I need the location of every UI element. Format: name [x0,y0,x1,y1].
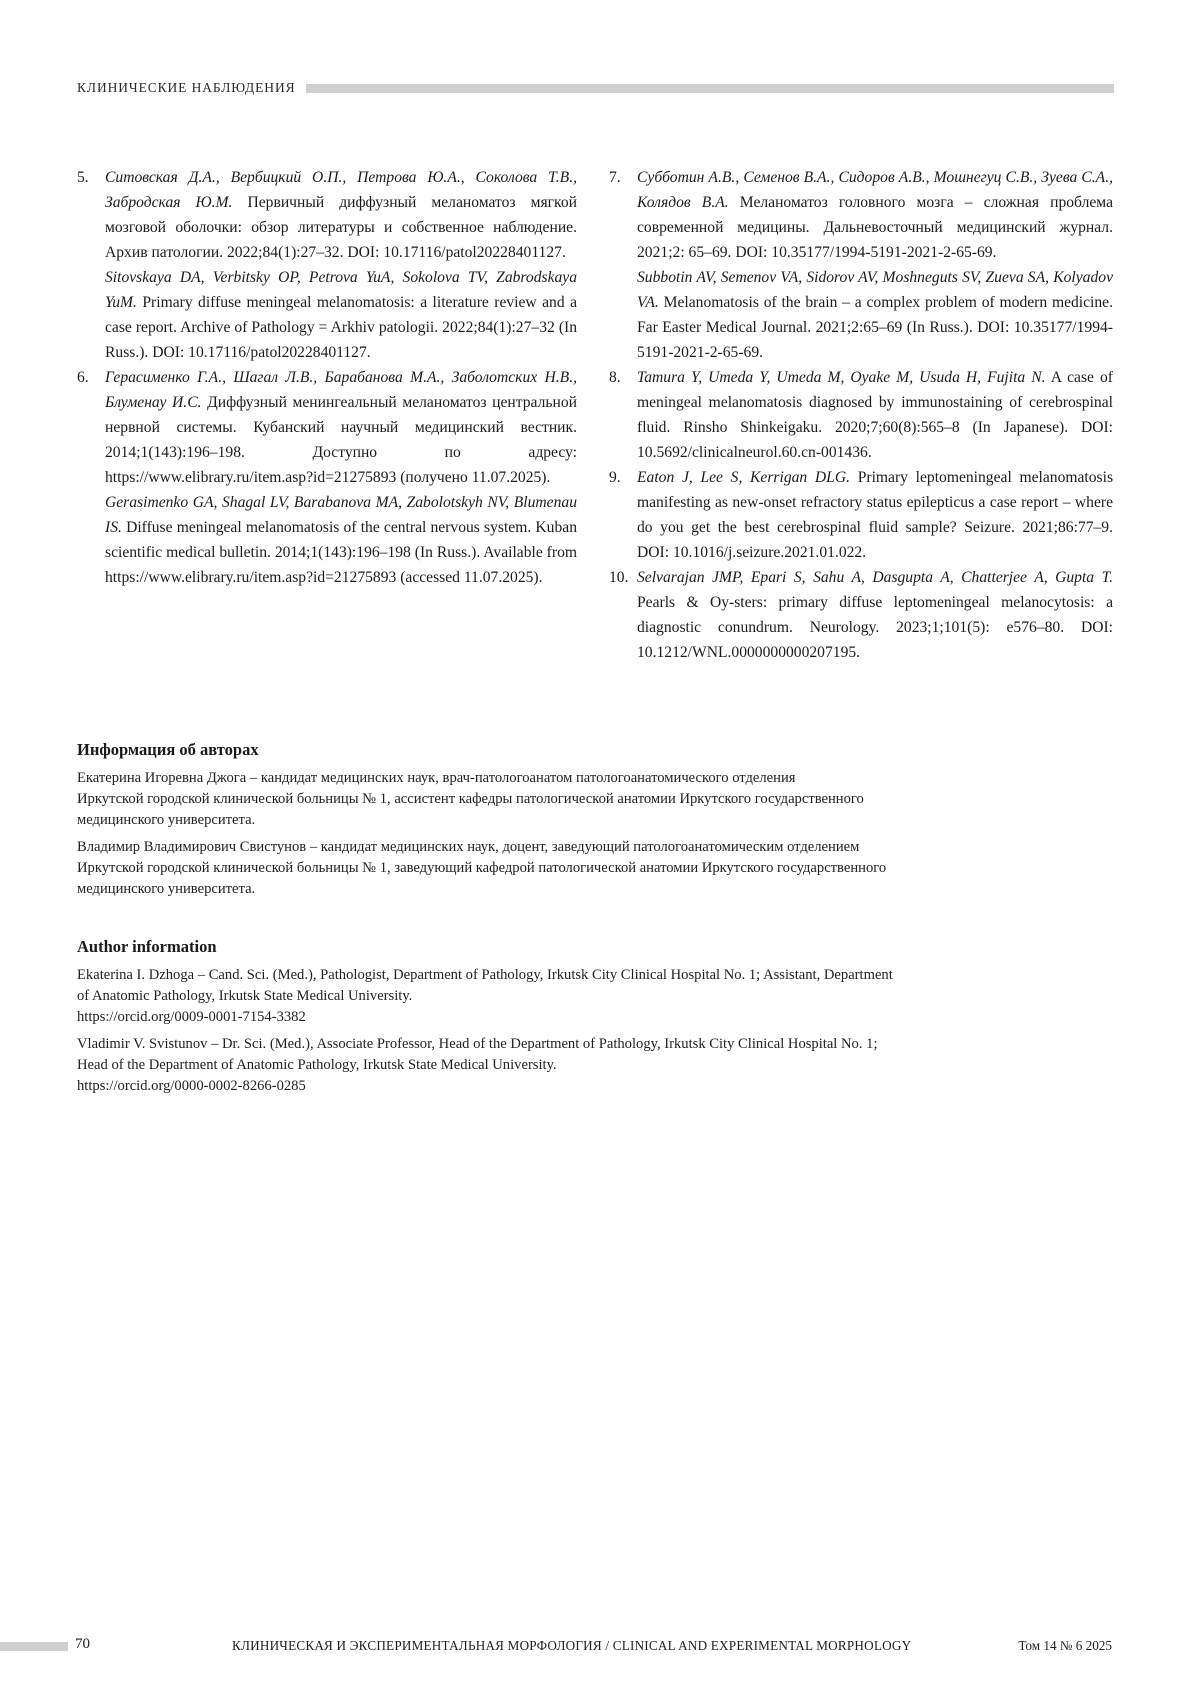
reference-authors: Subbotin AV, Semenov VA, Sidorov AV, Moshneguts SV, Zueva SA, Kolyadov VA. [637,269,1113,311]
reference-en [105,265,577,365]
reference-item [609,165,1113,365]
page-footer [0,1636,1200,1658]
author-line: медицинского университета. [77,879,1117,900]
reference-text: Меланоматоз головного мозга – сложная проблема современной медицины. Дальневосточный медицинский журнал. 2021;2: 65–69. DOI: 10.35177/1994-5191-2021-2-65-69. [637,194,1113,261]
reference-item [609,365,1113,465]
reference-text: Primary leptomeningeal melanomatosis manifesting as new-onset refractory status epilepticus a case report – where do you get the best cerebrospinal fluid sample? Seizure. 2021;86:77–9. DOI: 10.1016/j.seizure.2021.01.022. [637,469,1113,561]
reference-authors: Selvarajan JMP, Epari S, Sahu A, Dasgupta A, Chatterjee A, Gupta T. [637,569,1113,586]
journal-title: КЛИНИЧЕСКАЯ И ЭКСПЕРИМЕНТАЛЬНАЯ МОРФОЛОГИЯ / CLINICAL AND EXPERIMENTAL MORPHOLOGY [232,1638,911,1654]
reference-column-right [609,165,1113,665]
reference-ru [105,165,577,265]
running-header [77,78,1114,98]
author-entry [77,1034,1117,1097]
issue-info: Том 14 № 6 2025 [1018,1638,1112,1654]
reference-en [637,365,1113,465]
author-entry [77,837,1117,900]
author-line: Vladimir V. Svistunov – Dr. Sci. (Med.), Associate Professor, Head of the Department of Pathology, Irkutsk City Clinical Hospital No. 1; [77,1034,1117,1055]
reference-ru [105,365,577,490]
reference-text: Melanomatosis of the brain – a complex problem of modern medicine. Far Easter Medical Journal. 2021;2:65–69 (In Russ.). DOI: 10.35177/1994-5191-2021-2-65-69. [637,294,1113,361]
author-info-ru [77,740,1117,906]
author-line: of Anatomic Pathology, Irkutsk State Medical University. [77,986,1117,1007]
page-number: 70 [75,1636,90,1653]
reference-number: 7. [609,165,637,365]
reference-text: Первичный диффузный меланоматоз мягкой мозговой оболочки: обзор литературы и собственное наблюдение. Архив патологии. 2022;84(1):27–32. DOI: 10.17116/patol20228401127. [105,194,577,261]
reference-text: Primary diffuse meningeal melanomatosis: a literature review and a case report. Archive of Pathology = Arkhiv patologii. 2022;84(1):27–32 (In Russ.). DOI: 10.17116/patol20228401127. [105,294,577,361]
reference-number: 6. [77,365,105,590]
orcid-link[interactable]: https://orcid.org/0009-0001-7154-3382 [77,1007,1117,1028]
reference-text: Diffuse meningeal melanomatosis of the central nervous system. Kuban scientific medical bulletin. 2014;1(143):196–198 (In Russ.). Available from https://www.elibrary.ru/item.asp?id=21275893 (accessed 11.07.2025). [105,519,577,586]
orcid-link[interactable]: https://orcid.org/0000-0002-8266-0285 [77,1076,1117,1097]
reference-item [77,165,577,365]
reference-authors: Eaton J, Lee S, Kerrigan DLG. [637,469,850,486]
author-line: Владимир Владимирович Свистунов – кандидат медицинских наук, доцент, заведующий патологоанатомическим отделением [77,837,1117,858]
section-heading: Информация об авторах [77,740,1117,760]
author-line: Head of the Department of Anatomic Pathology, Irkutsk State Medical University. [77,1055,1117,1076]
reference-authors: Gerasimenko GA, Shagal LV, Barabanova MA, Zabolotskyh NV, Blumenau IS. [105,494,577,536]
reference-column-left [77,165,577,590]
reference-item [609,565,1113,665]
author-line: медицинского университета. [77,810,1117,831]
footer-rule [0,1642,68,1651]
reference-number: 10. [609,565,637,665]
reference-authors: Sitovskaya DA, Verbitsky OP, Petrova YuA, Sokolova TV, Zabrodskaya YuM. [105,269,577,311]
author-info-en [77,937,1117,1103]
reference-number: 5. [77,165,105,365]
section-heading: Author information [77,937,1117,957]
author-line: Ekaterina I. Dzhoga – Cand. Sci. (Med.), Pathologist, Department of Pathology, Irkutsk City Clinical Hospital No. 1; Assistant, Department [77,965,1117,986]
reference-authors: Ситовская Д.А., Вербицкий О.П., Петрова Ю.А., Соколова Т.В., Забродская Ю.М. [105,169,577,211]
reference-en [637,465,1113,565]
reference-ru [637,165,1113,265]
reference-text: Диффузный менингеальный меланоматоз центральной нервной системы. Кубанский научный медицинский вестник. 2014;1(143):196–198. Доступно по адресу: https://www.elibrary.ru/item.asp?id=21275893 (получено 11.07.2025). [105,394,577,486]
section-title: КЛИНИЧЕСКИЕ НАБЛЮДЕНИЯ [77,80,296,96]
reference-item [609,465,1113,565]
reference-item [77,365,577,590]
author-entry [77,965,1117,1028]
reference-en [637,265,1113,365]
reference-number: 8. [609,365,637,465]
author-line: Иркутской городской клинической больницы № 1, заведующий кафедрой патологической анатомии Иркутского государственного [77,858,1117,879]
reference-authors: Tamura Y, Umeda Y, Umeda M, Oyake M, Usuda H, Fujita N. [637,369,1046,386]
reference-authors: Герасименко Г.А., Шагал Л.В., Барабанова М.А., Заболотских Н.В., Блуменау И.С. [105,369,577,411]
reference-number: 9. [609,465,637,565]
reference-en [637,565,1113,665]
reference-authors: Субботин А.В., Семенов В.А., Сидоров А.В., Мошнегуц С.В., Зуева С.А., Колядов В.А. [637,169,1113,211]
author-line: Екатерина Игоревна Джога – кандидат медицинских наук, врач-патологоанатом патологоанатомического отделения [77,768,1117,789]
reference-text: Pearls & Oy-sters: primary diffuse leptomeningeal melanocytosis: a diagnostic conundrum. Neurology. 2023;1;101(5): e576–80. DOI: 10.1212/WNL.0000000000207195. [637,594,1113,661]
reference-text: A case of meningeal melanomatosis diagnosed by immunostaining of cerebrospinal fluid. Rinsho Shinkeigaku. 2020;7;60(8):565–8 (In Japanese). DOI: 10.5692/clinicalneurol.60.cn-001436. [637,369,1113,461]
header-rule [306,84,1115,93]
reference-en [105,490,577,590]
author-entry [77,768,1117,831]
author-line: Иркутской городской клинической больницы № 1, ассистент кафедры патологической анатомии Иркутского государственного [77,789,1117,810]
